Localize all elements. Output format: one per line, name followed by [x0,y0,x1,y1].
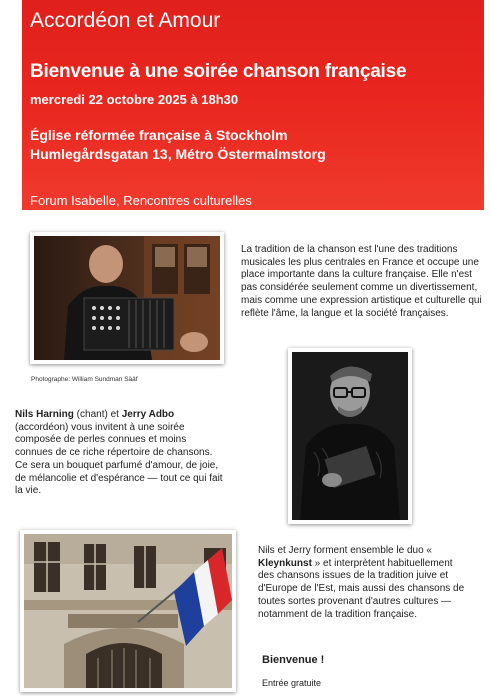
duo-paragraph [15,409,225,498]
header-banner [22,0,484,210]
event-title: Accordéon et Amour [30,9,221,32]
intro-paragraph: La tradition de la chanson est l'une des traditions musicales les plus centrales en France et occupe une place importante dans la culture française. Elle n'est pas considérée seulement comme un divertissement, mais comme une expression artistique et culturelle qui reflète l'âme, la langue et la société françaises. [241,244,482,319]
singer-image [292,352,408,520]
accordionist-photo [30,232,224,364]
welcome-text: Bienvenue ! [262,654,325,666]
kleynkunst-paragraph [258,545,468,621]
church-photo [20,530,236,692]
entry-info: Entrée gratuite [262,678,322,688]
duo-name: Kleynkunst [258,557,312,569]
event-venue: Église réformée française à Stockholm [30,127,288,143]
singer-name: Nils Harning [15,409,74,420]
singer-role: (chant) et [73,409,122,420]
duo-description: (accordéon) vous invitent à une soirée composée de perles connues et moins connues de ce riche répertoire de chansons. Ce sera un bouquet parfumé d'amour, de joie, de mélancolie et d'espérance — tout ce qui fait la vie. [15,421,223,497]
singer-photo [288,348,412,524]
kleynkunst-description: » et interprètent habituellement des chansons issues de la tradition juive et d'Europe de l'Est, mais aussi des chansons de toutes sortes provenant d'autres cultures — notamment de la tradition française. [258,557,465,620]
event-address: Humlegårdsgatan 13, Métro Östermalmstorg [30,146,326,162]
event-organizer: Forum Isabelle, Rencontres culturelles [30,193,252,208]
event-date: mercredi 22 octobre 2025 à 18h30 [30,92,239,107]
event-subtitle: Bienvenue à une soirée chanson française [30,61,407,82]
accordionist-name: Jerry Adbo [121,409,175,420]
accordionist-image [34,236,220,360]
church-image [24,534,232,688]
kleynkunst-lead: Nils et Jerry forment ensemble le duo « [258,545,432,556]
photo-credit: Photographe: William Sundman Sääf [31,376,138,383]
